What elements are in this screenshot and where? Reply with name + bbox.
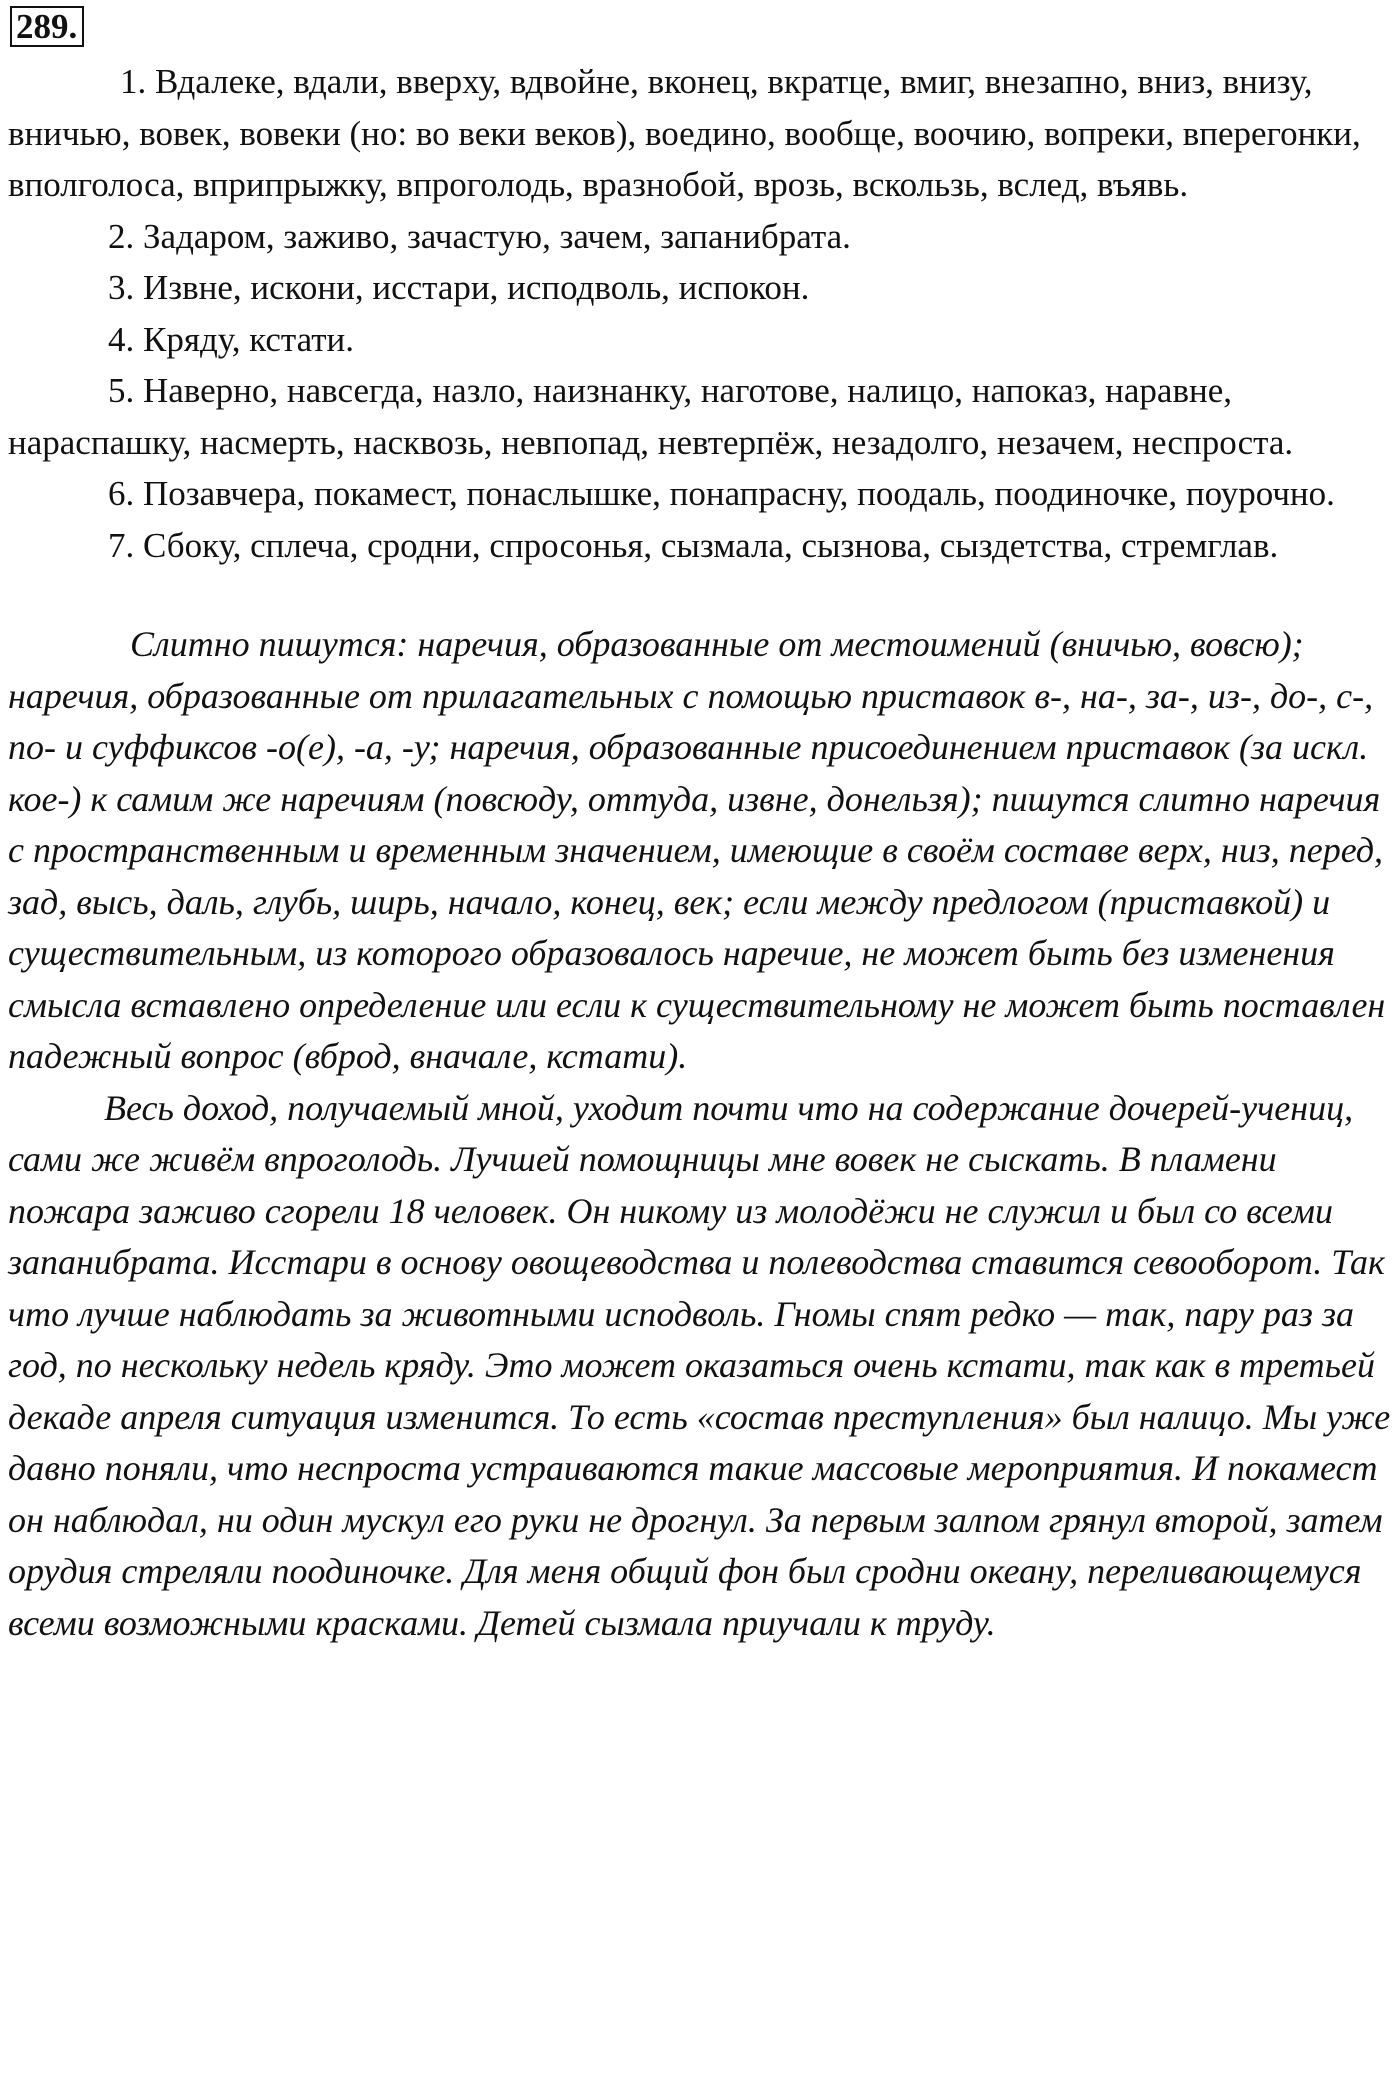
word-group-7: 7. Сбоку, сплеча, сродни, спросонья, сызмала, сызнова, сыздетства, стремглав. (108, 525, 1279, 565)
word-group-1: 1. Вдалеке, вдали, вверху, вдвойне, вконец, вкратце, вмиг, внезапно, вниз, внизу, вничью, вовек, вовеки (но: во веки веков), воедино, вообще, воочию, вопреки, вперегонки, вполголоса, вприпрыжку, впроголодь, вразнобой, врозь, вскользь, вслед, въявь. (8, 62, 1361, 204)
word-group-5: 5. Наверно, навсегда, назло, наизнанку, наготове, налицо, напоказ, наравне, нараспашку, насмерть, насквозь, невпопад, невтерпёж, незадолго, незачем, неспроста. (8, 371, 1294, 462)
word-group-list (8, 56, 1400, 571)
rule-paragraph: Слитно пишутся: наречия, образованные от местоимений (вничью, вовсю); наречия, образованные от прилагательных с помощью приставок в-, на-, за-, из-, до-, с-, по- и суффиксов -о(е), -а, -у; наречия, образованные присоединением приставок (за искл. кое-) к самим же наречиям (повсюду, оттуда, извне, донельзя); пишутся слитно наречия с пространственным и временным значением, имеющие в своём составе верх, низ, перед, зад, высь, даль, глубь, ширь, начало, конец, век; если между предлогом (приставкой) и существительным, из которого образовалось наречие, не может быть без изменения смысла вставлено определение или если к существительному не может быть поставлен падежный вопрос (вброд, вначале, кстати). (8, 624, 1386, 1076)
word-group-3: 3. Извне, искони, исстари, исподволь, испокон. (108, 268, 810, 307)
exercise-number: 289. (10, 6, 84, 47)
word-group-2: 2. Задаром, заживо, зачастую, зачем, запанибрата. (108, 216, 851, 256)
word-group-4: 4. Кряду, кстати. (108, 319, 355, 359)
example-sentences-paragraph: Весь доход, получаемый мной, уходит почти что на содержание дочерей-учениц, сами же живём впроголодь. Лучшей помощницы мне вовек не сыскать. В пламени пожара заживо сгорели 18 человек. Он никому из молодёжи не служил и был со всеми запанибрата. Исстари в основу овощеводства и полеводства ставится севооборот. Так что лучше наблюдать за животными исподволь. Гномы спят редко — так, пару раз за год, по нескольку недель кряду. Это может оказаться очень кстати, так как в третьей декаде апреля ситуация изменится. То есть «состав преступления» был налицо. Мы уже давно поняли, что неспроста устраиваются такие массовые мероприятия. И покамест он наблюдал, ни один мускул его руки не дрогнул. За первым залпом грянул второй, затем орудия стреляли поодиночке. Для меня общий фон был сродни океану, переливающемуся всеми возможными красками. Детей сызмала приучали к труду. (8, 1087, 1391, 1643)
word-group-6: 6. Позавчера, покамест, понаслышке, понапрасну, поодаль, поодиночке, поурочно. (108, 474, 1335, 513)
rule-section (8, 619, 1393, 1649)
